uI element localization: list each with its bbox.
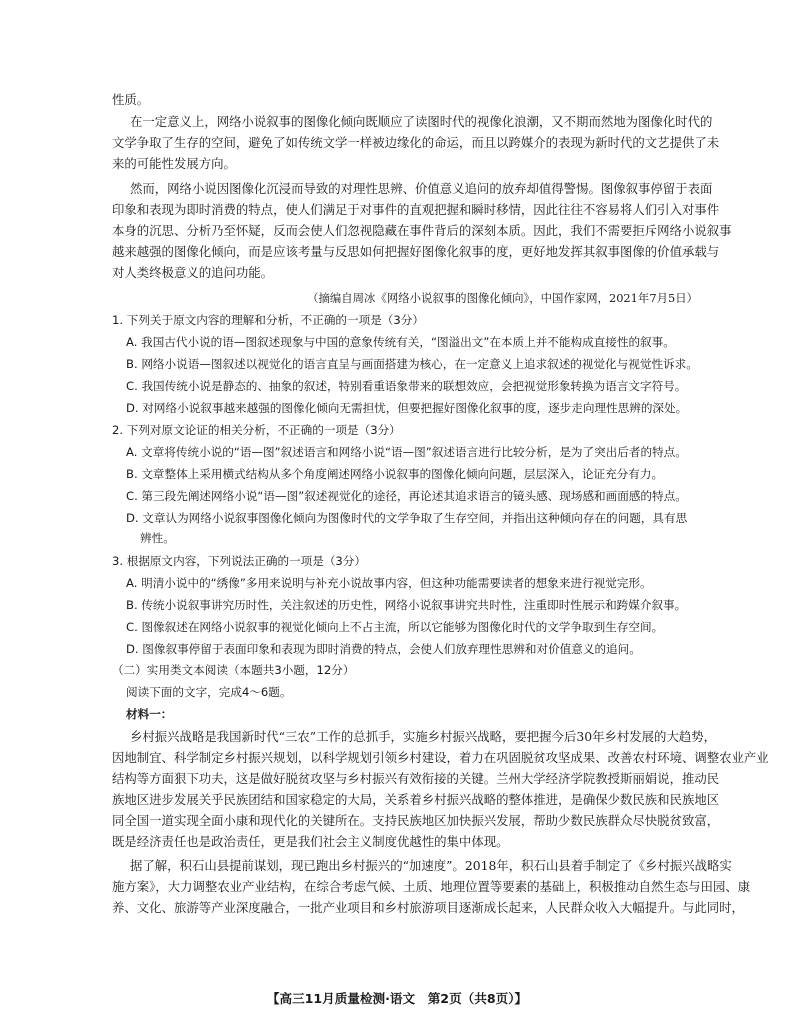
- q3-option-a: A. 明清小说中的“绣像”多用来说明与补充小说故事内容，但这种功能需要读者的想象来进行视觉完形。: [126, 576, 652, 590]
- source-citation: （摘编自周冰《网络小说叙事的图像化倾向》，中国作家网，2021年7月5日）: [307, 291, 698, 305]
- q1-option-d: D. 对网络小说叙事越来越强的图像化倾向无需担忧，但要把握好图像化叙事的度，逐步走向理性思辨的深处。: [126, 401, 688, 415]
- paragraph-line: 结构等方面狠下功夫，这是做好脱贫攻坚与乡村振兴有效衔接的关键。兰州大学经济学院教授斯丽娟说，推动民: [112, 771, 720, 786]
- section-instruction: 阅读下面的文字，完成4～6题。: [126, 685, 292, 699]
- question-2-stem: 2. 下列对原文论证的相关分析，不正确的一项是（3分）: [112, 423, 401, 437]
- paragraph-line: 养、文化、旅游等产业深度融合，一批产业项目和乡村旅游项目逐渐成长起来，人民群众收入大幅提升。与此同时，: [112, 900, 744, 915]
- paragraph-line: 印象和表现为即时消费的特点，使人们满足于对事件的直观把握和瞬时移情，因此往往不容易将人们引入对事件: [112, 202, 720, 217]
- paragraph-line: 在一定意义上，网络小说叙事的图像化倾向既顺应了读图时代的视像化浪潮，又不期而然地为图像化时代的: [130, 114, 713, 129]
- q1-option-a: A. 我国古代小说的语—图叙述现象与中国的意象传统有关，“图溢出文”在本质上并不能构成直接性的叙事。: [126, 335, 675, 349]
- paragraph-line: 同全国一道实现全面小康和现代化的关键所在。支持民族地区加快振兴发展，帮助少数民族群众尽快脱贫致富，: [112, 813, 720, 828]
- q2-option-a: A. 文章将传统小说的“语—图”叙述语言和网络小说“语—图”叙述语言进行比较分析，是为了突出后者的特点。: [126, 445, 687, 459]
- q2-option-b: B. 文章整体上采用横式结构从多个角度阐述网络小说叙事的图像化倾向问题，层层深入，论证充分有力。: [126, 467, 664, 481]
- question-1-stem: 1. 下列关于原文内容的理解和分析，不正确的一项是（3分）: [112, 313, 424, 327]
- paragraph-line: 性质。: [112, 92, 150, 107]
- paragraph-line: 施方案》，大力调整农业产业结构，在综合考虑气候、土质、地理位置等要素的基础上，积极推动自然生态与田园、康: [112, 879, 751, 894]
- paragraph-line: 据了解，积石山县提前谋划，现已跑出乡村振兴的“加速度”。2018年，积石山县着手制定了《乡村振兴战略实: [130, 858, 732, 873]
- paragraph-line: 来的可能性发展方向。: [112, 156, 236, 171]
- paragraph-line: 本身的沉思、分析乃至怀疑，反而会使人们忽视隐藏在事件背后的深刻本质。因此，我们不需要拒斥网络小说叙事: [112, 223, 732, 238]
- material-label: 材料一：: [126, 707, 173, 721]
- paragraph-line: 既是经济责任也是政治责任，更是我们社会主义制度优越性的集中体现。: [112, 834, 509, 849]
- q3-option-c: C. 图像叙述在网络小说叙事的视觉化倾向上不占主流，所以它能够为图像化时代的文学争取到生存空间。: [126, 620, 664, 634]
- paragraph-line: 然而，网络小说因图像化沉浸而导致的对理性思辨、价值意义追问的放弃却值得警惕。图像叙事停留于表面: [130, 181, 713, 196]
- paragraph-line: 族地区进步发展关乎民族团结和国家稳定的大局，关系着乡村振兴战略的整体推进，是确保少数民族和民族地区: [112, 792, 720, 807]
- question-3-stem: 3. 根据原文内容，下列说法正确的一项是（3分）: [112, 554, 366, 568]
- q1-option-b: B. 网络小说语—图叙述以视觉化的语言直呈与画面搭建为核心，在一定意义上追求叙述的视觉化与视觉性诉求。: [126, 357, 698, 371]
- paragraph-line: 对人类终极意义的追问功能。: [112, 265, 274, 280]
- paragraph-line: 文学争取了生存的空间，避免了如传统文学一样被边缘化的命运，而且以跨媒介的表现为新时代的文艺提供了未: [112, 135, 720, 150]
- page-footer: 【高三11月质量检测·语文 第2页（共8页）】: [266, 991, 528, 1006]
- section-heading: （二）实用类文本阅读（本题共3小题，12分）: [112, 663, 355, 677]
- q3-option-d: D. 图像叙事停留于表面印象和表现为即时消费的特点，会使人们放弃理性思辨和对价值意义的追问。: [126, 642, 641, 656]
- paragraph-line: 因地制宜、科学制定乡村振兴规划，以科学规划引领乡村建设，着力在巩固脱贫攻坚成果、改善农村环境、调整农业产业: [112, 750, 769, 765]
- paragraph-line: 乡村振兴战略是我国新时代“三农”工作的总抓手，实施乡村振兴战略，要把握今后30年乡村发展的大趋势，: [130, 729, 717, 744]
- q1-option-c: C. 我国传统小说是静态的、抽象的叙述，特别看重语象带来的联想效应，会把视觉形象转换为语言文字符号。: [126, 379, 687, 393]
- q2-option-c: C. 第三段先阐述网络小说“语—图”叙述视觉化的途径，再论述其追求语言的镜头感、现场感和画面感的特点。: [126, 489, 687, 503]
- q3-option-b: B. 传统小说叙事讲究历时性，关注叙述的历史性，网络小说叙事讲究共时性，注重即时性展示和跨媒介叙事。: [126, 598, 687, 612]
- paragraph-line: 越来越强的图像化倾向，而是应该考量与反思如何把握好图像化叙事的度，更好地发挥其叙事图像的价值承载与: [112, 244, 720, 259]
- q2-option-d-continuation: 辨性。: [140, 531, 175, 545]
- q2-option-d: D. 文章认为网络小说叙事图像化倾向为图像时代的文学争取了生存空间，并指出这种倾向存在的问题，具有思: [126, 511, 688, 525]
